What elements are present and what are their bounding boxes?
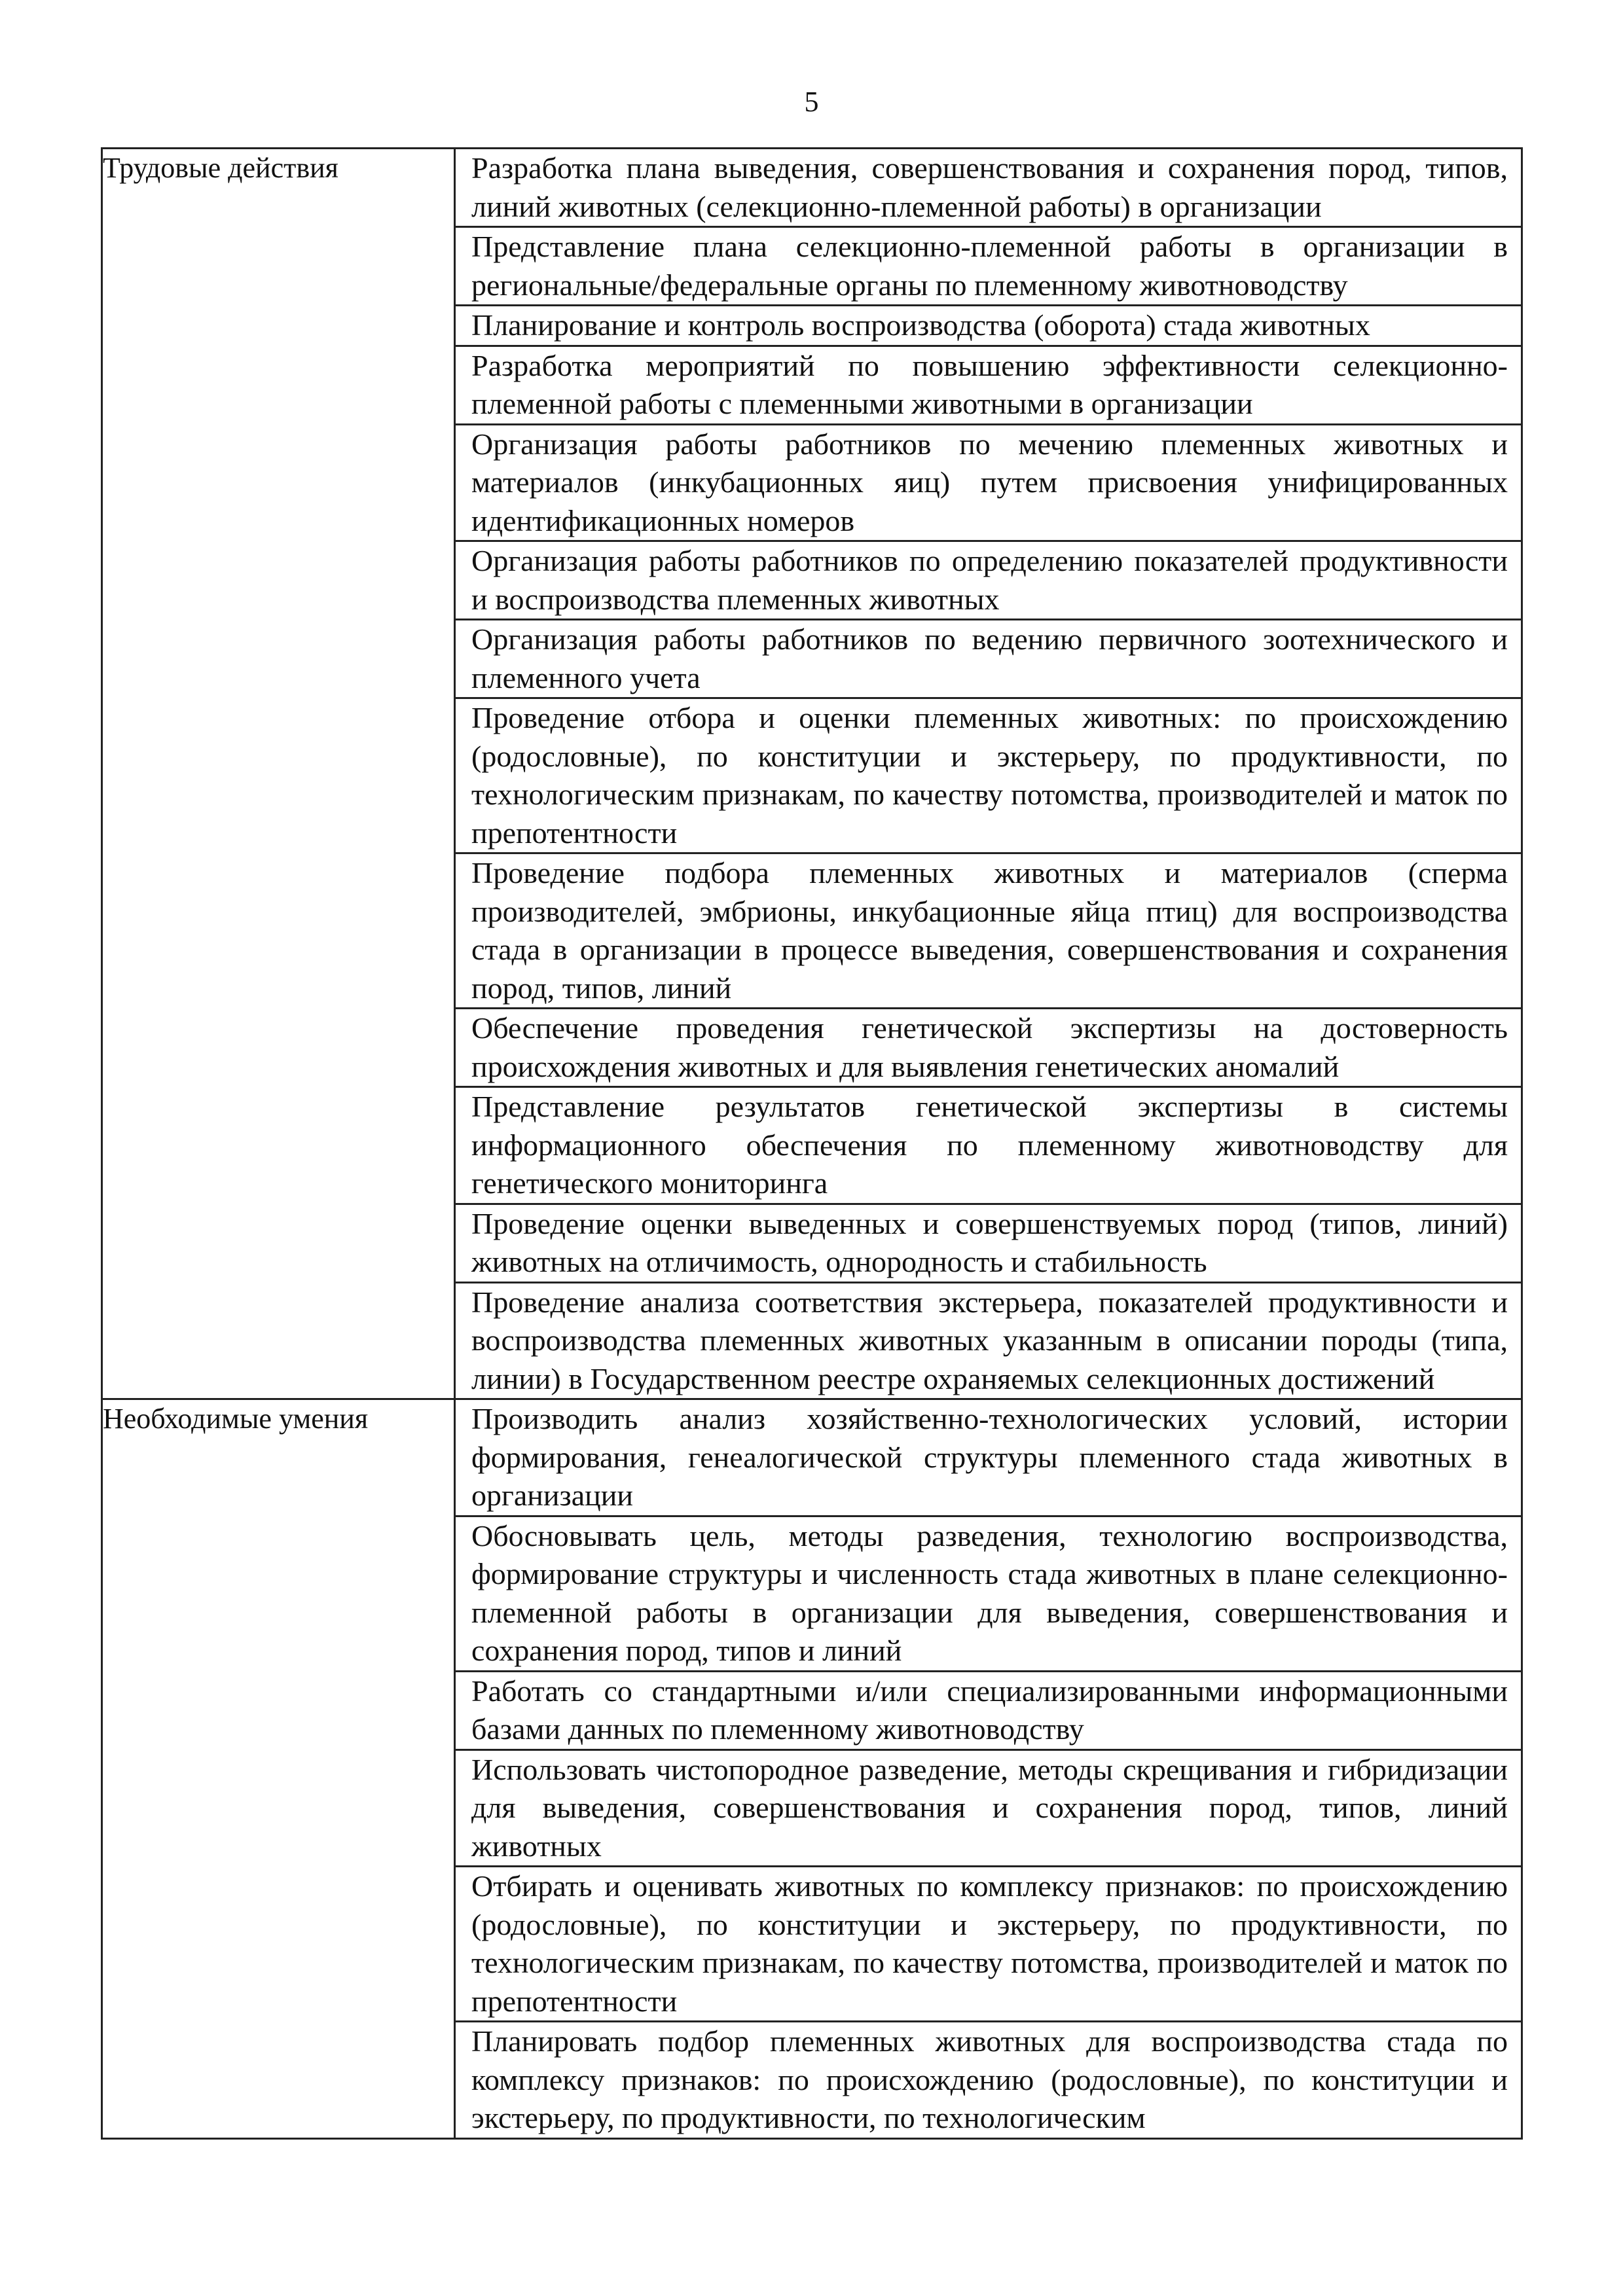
list-item: Проведение анализа соответствия экстерьера, показателей продуктивности и воспроизводства племенных животных указанным в описании породы (типа, линии) в Государственном реестре охраняемых селекционных достижений <box>471 1285 1508 1395</box>
row-label-required-skills: Необходимые умения <box>102 1399 455 2139</box>
list-item: Разработка мероприятий по повышению эффективности селекционно-племенной работы с племенными животными в организации <box>456 347 1521 425</box>
competency-table <box>101 147 1523 2140</box>
row-label-labor-actions: Трудовые действия <box>102 149 455 1399</box>
list-item: Организация работы работников по определению показателей продуктивности и воспроизводства племенных животных <box>456 542 1521 620</box>
list-item: Представление плана селекционно-племенной работы в организации в региональные/федеральные органы по племенному животноводству <box>456 228 1521 306</box>
list-item: Планирование и контроль воспроизводства (оборота) стада животных <box>456 306 1521 347</box>
list-item: Обеспечение проведения генетической экспертизы на достоверность происхождения животных и для выявления генетических аномалий <box>456 1009 1521 1088</box>
list-item: Организация работы работников по ведению первичного зоотехнического и племенного учета <box>456 620 1521 699</box>
list-item: Проведение отбора и оценки племенных животных: по происхождению (родословные), по конституции и экстерьеру, по продуктивности, по технологическим признакам, по качеству потомства, производителей и маток по препотентности <box>456 699 1521 854</box>
table-row-required-skills <box>102 1399 1522 2139</box>
list-item: Отбирать и оценивать животных по комплексу признаков: по происхождению (родословные), по конституции и экстерьеру, по продуктивности, по технологическим признакам, по качеству потомства, производителей и маток по препотентности <box>456 1867 1521 2022</box>
list-item: Использовать чистопородное разведение, методы скрещивания и гибридизации для выведения, совершенствования и сохранения пород, типов, линий животных <box>456 1751 1521 1868</box>
list-item: Проведение оценки выведенных и совершенствуемых пород (типов, линий) животных на отличимость, однородность и стабильность <box>456 1205 1521 1283</box>
list-item: Представление результатов генетической экспертизы в системы информационного обеспечения по племенному животноводству для генетического мониторинга <box>456 1088 1521 1205</box>
list-item: Организация работы работников по мечению племенных животных и материалов (инкубационных яиц) путем присвоения унифицированных идентификационных номеров <box>456 425 1521 543</box>
list-item: Производить анализ хозяйственно-технологических условий, истории формирования, генеалогической структуры племенного стада животных в организации <box>456 1400 1521 1517</box>
list-item: Обосновывать цель, методы разведения, технологию воспроизводства, формирование структуры и численность стада животных в плане селекционно-племенной работы в организации для выведения, совершенствования и сохранения пород, типов и линий <box>456 1517 1521 1672</box>
list-item: Разработка плана выведения, совершенствования и сохранения пород, типов, линий животных (селекционно-племенной работы) в организации <box>456 149 1521 228</box>
required-skills-list <box>455 1399 1522 2139</box>
list-item: Планировать подбор племенных животных для воспроизводства стада по комплексу признаков: по происхождению (родословные), по конституции и экстерьеру, по продуктивности, по технологическим <box>471 2024 1508 2134</box>
labor-actions-list <box>455 149 1522 1399</box>
table-row-labor-actions <box>102 149 1522 1399</box>
page-number: 5 <box>804 86 819 118</box>
list-item: Проведение подбора племенных животных и материалов (сперма производителей, эмбрионы, инкубационные яйца птиц) для воспроизводства стада в организации в процессе выведения, совершенствования и сохранения пород, типов, линий <box>456 854 1521 1009</box>
list-item: Работать со стандартными и/или специализированными информационными базами данных по племенному животноводству <box>456 1672 1521 1751</box>
